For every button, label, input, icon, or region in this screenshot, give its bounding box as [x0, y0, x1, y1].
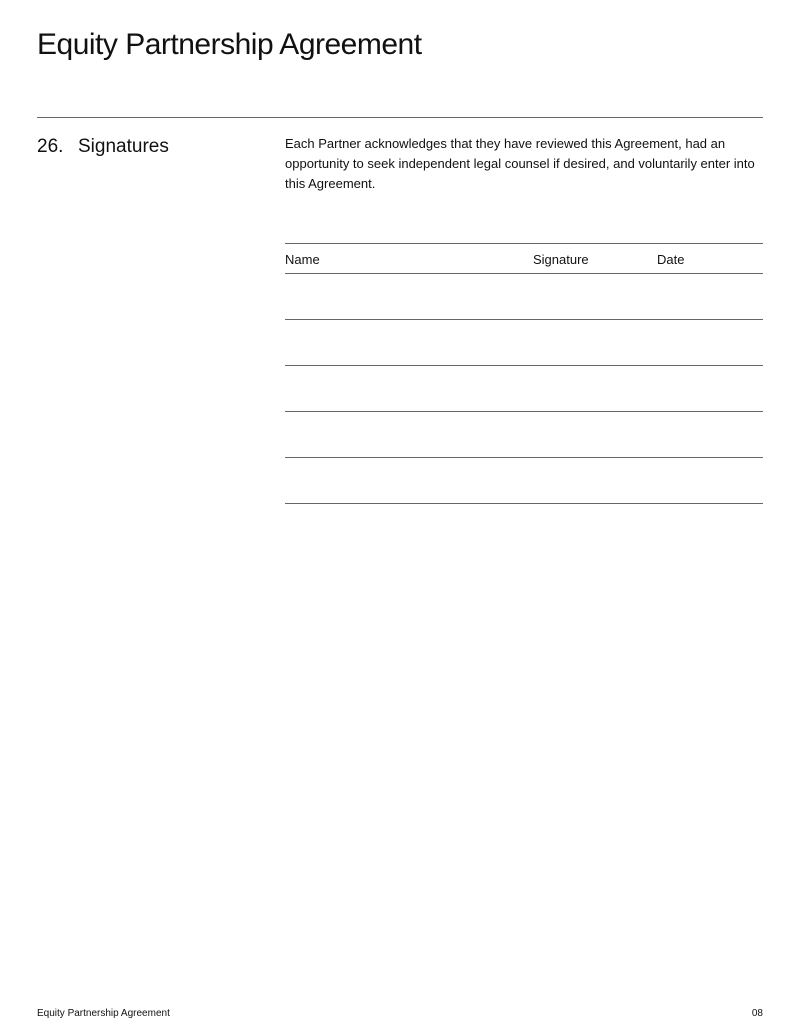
column-header-name: Name	[285, 252, 320, 267]
table-row[interactable]	[285, 274, 763, 320]
column-header-date: Date	[657, 252, 685, 267]
footer-title: Equity Partnership Agreement	[37, 1008, 170, 1019]
section-body: Each Partner acknowledges that they have reviewed this Agreement, had an opportunity to seek independent legal counsel if desired, and voluntarily enter into this Agreement.	[285, 136, 755, 191]
table-row[interactable]	[285, 458, 763, 504]
page-title: Equity Partnership Agreement	[37, 28, 422, 61]
table-header	[285, 243, 763, 274]
column-header-signature: Signature	[533, 252, 589, 267]
signature-table	[285, 243, 763, 504]
section-title: Signatures	[78, 136, 169, 157]
page-number: 08	[751, 1008, 763, 1019]
table-row[interactable]	[285, 366, 763, 412]
divider	[37, 117, 763, 118]
table-row[interactable]	[285, 412, 763, 458]
table-row[interactable]	[285, 320, 763, 366]
section-number: 26.	[37, 136, 64, 157]
